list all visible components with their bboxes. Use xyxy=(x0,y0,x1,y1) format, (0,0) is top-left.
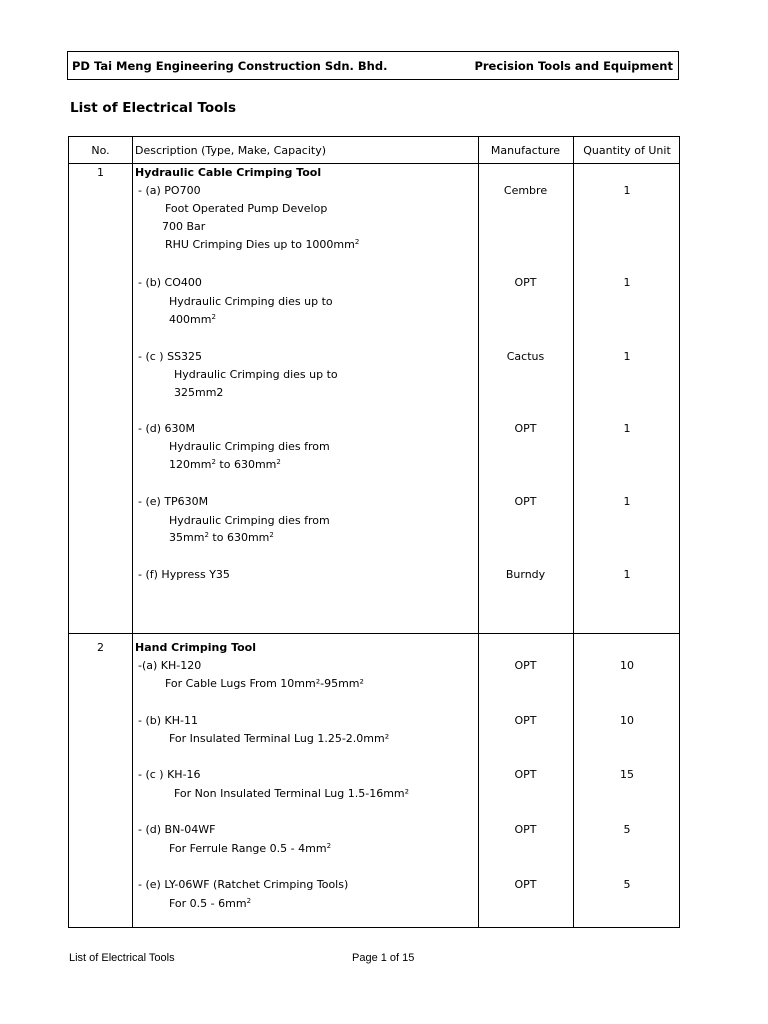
item-manufacture: Burndy xyxy=(505,568,546,581)
item-detail: 325mm2 xyxy=(174,386,224,399)
item-label: - (e) TP630M xyxy=(138,495,209,508)
superscript-two: 2 xyxy=(326,842,332,850)
item-label: - (c ) SS325 xyxy=(138,350,203,363)
item-quantity: 10 xyxy=(620,659,634,672)
superscript-two: 2 xyxy=(246,897,252,905)
item-detail: Hydraulic Crimping dies up to xyxy=(169,295,333,308)
item-label: - (a) PO700 xyxy=(138,184,201,197)
group-divider xyxy=(69,633,679,634)
item-manufacture: Cactus xyxy=(506,350,545,363)
company-tagline: Precision Tools and Equipment xyxy=(474,59,673,73)
item-manufacture: OPT xyxy=(514,878,537,891)
item-manufacture: OPT xyxy=(514,714,537,727)
item-detail: Foot Operated Pump Develop xyxy=(165,202,328,215)
footer-title: List of Electrical Tools xyxy=(69,952,175,964)
item-detail: Hydraulic Crimping dies up to xyxy=(174,368,338,381)
superscript-two: 2 xyxy=(211,313,216,321)
item-quantity: 1 xyxy=(623,495,631,508)
item-label: -(a) KH-120 xyxy=(138,659,202,672)
column-divider xyxy=(478,137,479,927)
document-header xyxy=(67,51,679,80)
item-quantity: 1 xyxy=(623,184,631,197)
item-quantity: 5 xyxy=(623,878,631,891)
item-quantity: 1 xyxy=(623,350,631,363)
company-name: PD Tai Meng Engineering Construction Sdn. Bhd. xyxy=(72,59,388,73)
item-quantity: 15 xyxy=(620,768,634,781)
item-detail: RHU Crimping Dies up to $1000mm^2$ xyxy=(165,238,360,251)
col-header-quantity: Quantity of Unit xyxy=(583,144,671,157)
item-detail: $400mm^2$ xyxy=(169,313,216,326)
item-quantity: 10 xyxy=(620,714,634,727)
item-label: - (e) LY-06WF (Ratchet Crimping Tools) xyxy=(138,878,349,891)
item-detail: $120mm^2$ to $630mm^2$ xyxy=(169,458,281,471)
item-manufacture: OPT xyxy=(514,495,537,508)
item-detail: For Cable Lugs From 10mm²-95mm² xyxy=(165,677,364,690)
item-label: - (d) 630M xyxy=(138,422,196,435)
item-manufacture: OPT xyxy=(514,276,537,289)
item-manufacture: OPT xyxy=(514,659,537,672)
item-quantity: 5 xyxy=(623,823,631,836)
header-row-divider xyxy=(69,163,679,164)
superscript-two: 2 xyxy=(269,531,274,539)
item-detail: For Non Insulated Terminal Lug 1.5-16mm² xyxy=(174,787,410,800)
group-number: 2 xyxy=(97,641,104,654)
column-divider xyxy=(573,137,574,927)
group-title: Hydraulic Cable Crimping Tool xyxy=(135,166,322,179)
item-label: - (d) BN-04WF xyxy=(138,823,216,836)
col-header-manufacture: Manufacture xyxy=(490,144,561,157)
item-detail: $35mm^2$ to $630mm^2$ xyxy=(169,531,274,544)
item-detail: For Ferrule Range $0.5 - 4mm^2$ xyxy=(169,842,332,855)
superscript-two: 2 xyxy=(204,531,209,539)
item-label: - (b) KH-11 xyxy=(138,714,198,727)
item-detail: Hydraulic Crimping dies from xyxy=(169,440,330,453)
column-divider xyxy=(132,137,133,927)
item-quantity: 1 xyxy=(623,276,631,289)
item-manufacture: Cembre xyxy=(503,184,548,197)
list-title: List of Electrical Tools xyxy=(70,100,237,116)
superscript-two: 2 xyxy=(354,238,360,246)
item-detail: 700 Bar xyxy=(162,220,206,233)
item-quantity: 1 xyxy=(623,422,631,435)
col-header-description: Description (Type, Make, Capacity) xyxy=(135,144,327,157)
group-number: 1 xyxy=(97,166,104,179)
item-label: - (b) CO400 xyxy=(138,276,202,289)
item-detail: For Insulated Terminal Lug 1.25-2.0mm² xyxy=(169,732,390,745)
item-manufacture: OPT xyxy=(514,823,537,836)
page-number: Page 1 of 15 xyxy=(352,952,415,964)
item-quantity: 1 xyxy=(623,568,631,581)
item-manufacture: OPT xyxy=(514,422,537,435)
item-detail: Hydraulic Crimping dies from xyxy=(169,514,330,527)
group-title: Hand Crimping Tool xyxy=(135,641,256,654)
item-label: - (c ) KH-16 xyxy=(138,768,201,781)
col-header-no: No. xyxy=(91,144,110,157)
superscript-two: 2 xyxy=(276,458,281,466)
item-manufacture: OPT xyxy=(514,768,537,781)
tools-table xyxy=(68,136,680,928)
superscript-two: 2 xyxy=(211,458,216,466)
item-label: - (f) Hypress Y35 xyxy=(138,568,230,581)
item-detail: For $0.5 - 6mm^2$ xyxy=(169,897,252,910)
